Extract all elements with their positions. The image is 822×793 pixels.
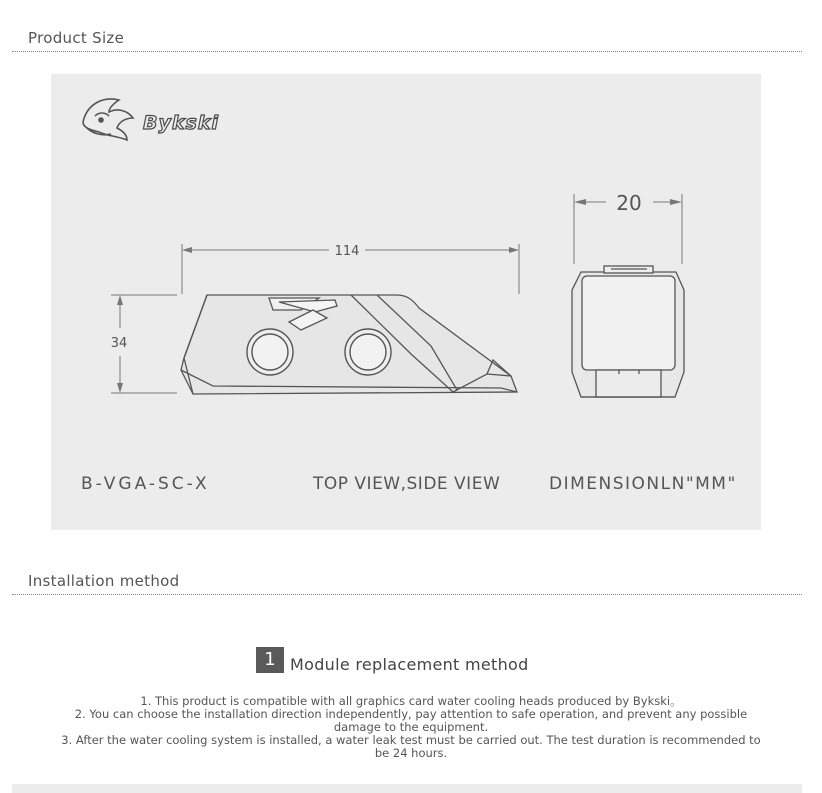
product-diagram-panel [51,74,761,530]
step-title: Module replacement method [290,655,529,674]
fitting-port-right [345,329,391,375]
product-diagram [51,74,761,530]
installation-note: 1. This product is compatible with all graphics card water cooling heads produced by Bykski。 [140,694,682,708]
bykski-dragon-logo-icon [83,99,133,140]
step-number-badge: 1 [256,647,284,673]
width-label: 20 [616,191,642,215]
unit-caption: DIMENSIONLN"MM" [549,474,737,494]
bottom-divider-bar [12,784,802,793]
installation-note: 2. You can choose the installation direction independently, pay attention to safe operation, and prevent any possible damage to the equipment. [74,707,748,734]
section-title-installation: Installation method [28,572,180,590]
product-end-view [572,266,684,397]
section-title-product-size: Product Size [28,29,125,47]
section-heading-installation [12,572,802,595]
length-label: 114 [334,244,360,259]
view-caption: TOP VIEW,SIDE VIEW [313,474,501,494]
model-caption: B-VGA-SC-X [81,474,210,494]
brand-wordmark: Bykski [143,112,219,134]
height-label: 34 [110,336,128,351]
installation-note: 3. After the water cooling system is installed, a water leak test must be carried out. The test duration is recommended to be 24 hours. [61,733,761,760]
installation-notes [56,695,766,760]
fitting-port-left [247,329,293,375]
section-heading-product-size [12,29,802,52]
